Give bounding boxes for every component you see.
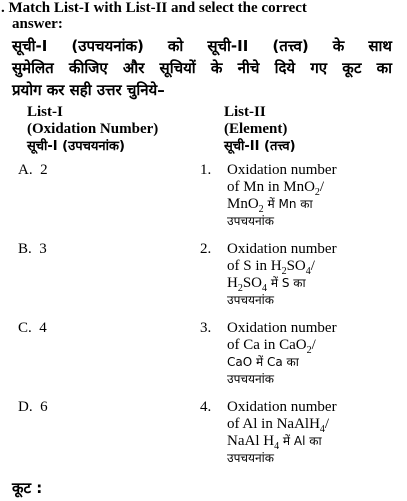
subscript: 2 <box>258 204 264 215</box>
list2-item-line: Oxidation number <box>227 320 337 336</box>
subscript: 2 <box>314 187 320 198</box>
subscript: 4 <box>319 424 325 435</box>
list2-item-text: में Al का <box>279 434 322 448</box>
list1-item-d <box>18 399 48 416</box>
list1-item-label: B. <box>18 241 32 257</box>
koot-label: कूट : <box>12 479 43 497</box>
question-hindi-line1: सूची-I (उपचयनांक) को सूची-II (तत्त्व) के साथ <box>12 37 392 55</box>
list2-hindi-title: सूची-II (तत्त्व) <box>224 139 296 154</box>
list2-item-number: 4. <box>200 399 212 415</box>
list2-item-line: Oxidation number <box>227 399 337 415</box>
question-hindi-line3: प्रयोग कर सही उत्तर चुनिये– <box>12 81 165 99</box>
list1-item-value: 6 <box>40 399 48 415</box>
list2-item-text: में S का <box>267 276 306 290</box>
list2-title: List-II <box>224 104 266 120</box>
list2-item-1 <box>227 162 397 230</box>
list1-title: List-I <box>27 104 63 120</box>
list2-item-text: of Al in NaAlH <box>227 416 320 432</box>
list2-item-text: / <box>311 337 316 353</box>
question-hindi-line2: सुमेलित कीजिए और सूचियों के नीचे दिये गए कूट का <box>12 59 392 77</box>
list2-item-text: MnO <box>227 196 259 212</box>
list2-item-text: of Ca in CaO <box>227 337 307 353</box>
list1-item-value: 4 <box>39 320 47 336</box>
list2-item-text: of Mn in MnO <box>227 179 315 195</box>
list1-hindi-title: सूची-I (उपचयनांक) <box>27 139 125 154</box>
list2-item-4 <box>227 399 397 467</box>
list2-item-text: H <box>227 275 238 291</box>
list2-item-hindi: उपचयनांक <box>227 214 274 228</box>
list1-item-value: 2 <box>40 162 48 178</box>
list2-item-text: / <box>310 258 315 274</box>
list1-item-label: C. <box>18 320 32 336</box>
subscript: 4 <box>262 283 268 294</box>
subscript: 2 <box>306 345 312 356</box>
subscript: 2 <box>237 283 243 294</box>
list2-item-text: SO <box>286 258 306 274</box>
list2-item-hindi: उपचयनांक <box>227 293 274 307</box>
question-english-line2: answer: <box>12 16 63 32</box>
list1-item-value: 3 <box>39 241 47 257</box>
subscript: 4 <box>274 441 280 452</box>
list2-subtitle: (Element) <box>224 121 288 137</box>
list2-item-line: Oxidation number <box>227 241 337 257</box>
subscript: 2 <box>281 266 287 277</box>
list1-item-c <box>18 320 47 337</box>
list2-item-hindi: उपचयनांक <box>227 451 274 465</box>
list2-item-text: / <box>324 416 330 432</box>
list2-item-text: of S in H <box>227 258 282 274</box>
list2-item-2 <box>227 241 397 309</box>
list2-item-text: / <box>319 179 325 195</box>
list1-header <box>27 104 158 155</box>
list1-item-a <box>18 162 48 179</box>
list1-item-label: A. <box>18 162 33 178</box>
subscript: 4 <box>305 266 311 277</box>
list2-item-text: CaO में Ca का <box>227 355 299 369</box>
list2-item-number: 1. <box>200 162 212 178</box>
list2-item-hindi: उपचयनांक <box>227 372 274 386</box>
list1-item-label: D. <box>18 399 33 415</box>
list2-item-text: NaAl H <box>227 433 275 449</box>
list2-item-number: 2. <box>200 241 212 257</box>
list2-item-number: 3. <box>200 320 212 336</box>
list1-subtitle: (Oxidation Number) <box>27 121 159 137</box>
list2-item-3 <box>227 320 397 388</box>
question-english-line1: . Match List-I with List-II and select the correct <box>1 0 307 16</box>
list1-item-b <box>18 241 47 258</box>
list2-item-line: Oxidation number <box>227 162 337 178</box>
list2-header <box>224 104 296 155</box>
list2-item-text: SO <box>242 275 263 291</box>
list2-item-text: में Mn का <box>263 197 313 211</box>
